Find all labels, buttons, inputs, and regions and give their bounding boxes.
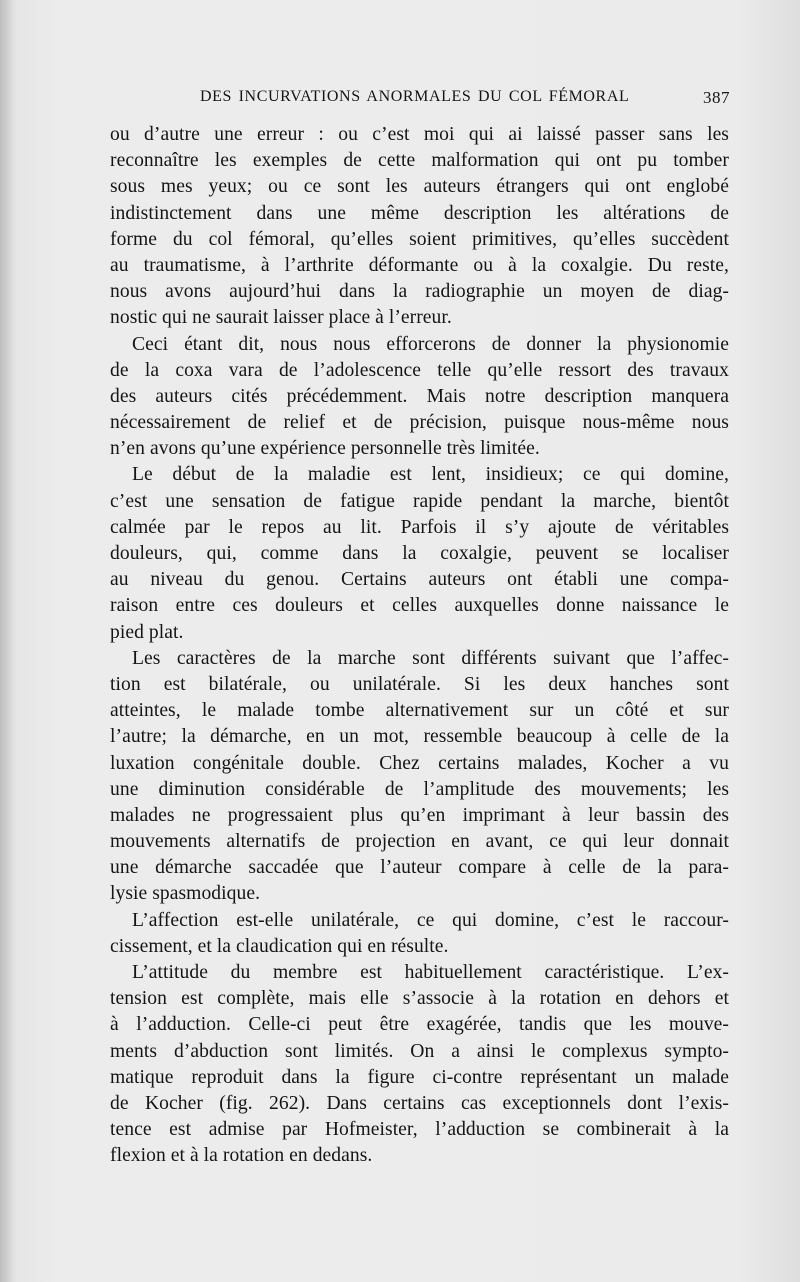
text-line: forme du col fémoral, qu’elles soient primitives, qu’elles succèdent bbox=[110, 228, 729, 250]
text-line: tension est complète, mais elle s’associe à la rotation en dehors et bbox=[110, 988, 729, 1010]
text-line: une démarche saccadée que l’auteur compare à celle de la para- bbox=[110, 857, 729, 879]
text-line: Ceci étant dit, nous nous efforcerons de donner la physionomie bbox=[132, 333, 729, 355]
text-line: ments d’abduction sont limités. On a ainsi le complexus sympto- bbox=[110, 1040, 729, 1062]
text-line: sous mes yeux; ou ce sont les auteurs étrangers qui ont englobé bbox=[110, 176, 729, 198]
text-line: de la coxa vara de l’adolescence telle qu’elle ressort des travaux bbox=[110, 359, 729, 381]
text-line: tion est bilatérale, ou unilatérale. Si les deux hanches sont bbox=[110, 673, 729, 695]
text-line: pied plat. bbox=[110, 621, 184, 643]
page-number: 387 bbox=[703, 88, 730, 107]
running-head bbox=[110, 88, 730, 112]
text-line: L’attitude du membre est habituellement caractéristique. L’ex- bbox=[132, 962, 729, 983]
text-line: cissement, et la claudication qui en résulte. bbox=[110, 935, 449, 957]
text-line: luxation congénitale double. Chez certains malades, Kocher a vu bbox=[110, 752, 729, 774]
text-line: calmée par le repos au lit. Parfois il s’y ajoute de véritables bbox=[110, 516, 729, 538]
text-line: des auteurs cités précédemment. Mais notre description manquera bbox=[110, 385, 729, 407]
text-line: c’est une sensation de fatigue rapide pendant la marche, bientôt bbox=[110, 490, 729, 512]
text-line: tence est admise par Hofmeister, l’adduction se combinerait à la bbox=[110, 1119, 729, 1141]
text-line: raison entre ces douleurs et celles auxquelles donne naissance le bbox=[110, 595, 729, 617]
text-line: une diminution considérable de l’amplitude des mouvements; les bbox=[110, 778, 729, 800]
text-line: indistinctement dans une même description les altérations de bbox=[110, 202, 729, 224]
text-line: mouvements alternatifs de projection en avant, ce qui leur donnait bbox=[110, 831, 729, 853]
text-line: Le début de la maladie est lent, insidieux; ce qui domine, bbox=[132, 464, 729, 486]
text-line: au traumatisme, à l’arthrite déformante ou à la coxalgie. Du reste, bbox=[110, 254, 729, 276]
running-title: DES INCURVATIONS ANORMALES DU COL FÉMORAL bbox=[200, 88, 630, 105]
text-line: n’en avons qu’une expérience personnelle très limitée. bbox=[110, 438, 540, 460]
text-line: au niveau du genou. Certains auteurs ont établi une compa- bbox=[110, 569, 729, 591]
text-line: nostic qui ne saurait laisser place à l’erreur. bbox=[110, 307, 452, 329]
text-line: l’autre; la démarche, en un mot, ressemble beaucoup à celle de la bbox=[110, 726, 729, 748]
page-gutter-shadow bbox=[0, 0, 14, 1282]
text-line: L’affection est-elle unilatérale, ce qui domine, c’est le raccour- bbox=[132, 909, 729, 931]
text-line: matique reproduit dans la figure ci-contre représentant un malade bbox=[110, 1066, 729, 1088]
text-line: douleurs, qui, comme dans la coxalgie, peuvent se localiser bbox=[110, 543, 729, 564]
text-line: flexion et à la rotation en dedans. bbox=[110, 1145, 373, 1167]
text-line: ou d’autre une erreur : ou c’est moi qui ai laissé passer sans les bbox=[110, 124, 729, 145]
text-line: reconnaître les exemples de cette malformation qui ont pu tomber bbox=[110, 150, 729, 172]
text-line: malades ne progressaient plus qu’en imprimant à leur bassin des bbox=[110, 804, 729, 826]
text-line: lysie spasmodique. bbox=[110, 883, 261, 905]
text-line: de Kocher (fig. 262). Dans certains cas exceptionnels dont l’exis- bbox=[110, 1092, 729, 1114]
body-text bbox=[110, 122, 729, 1170]
text-line: atteintes, le malade tombe alternativement sur un côté et sur bbox=[110, 700, 729, 722]
text-line: nous avons aujourd’hui dans la radiographie un moyen de diag- bbox=[110, 281, 729, 303]
text-line: à l’adduction. Celle-ci peut être exagérée, tandis que les mouve- bbox=[110, 1014, 729, 1036]
text-line: Les caractères de la marche sont différents suivant que l’affec- bbox=[132, 647, 729, 669]
text-line: nécessairement de relief et de précision, puisque nous-même nous bbox=[110, 412, 729, 434]
